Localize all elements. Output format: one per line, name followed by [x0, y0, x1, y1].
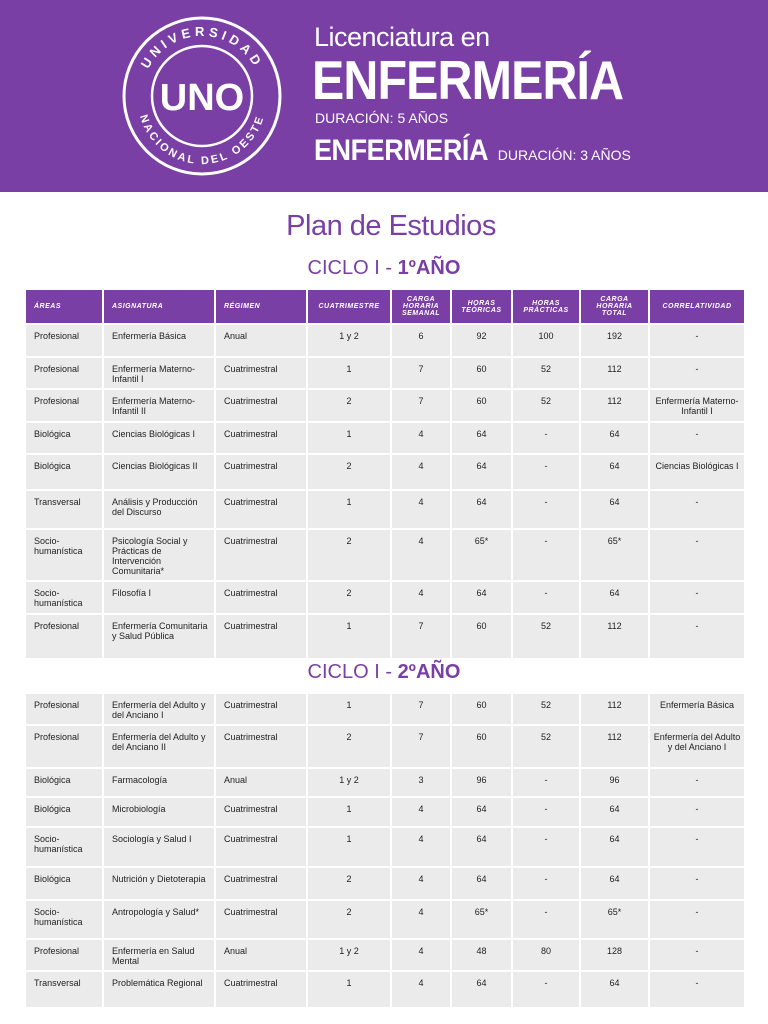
- cell-practice-hours: -: [513, 972, 579, 1007]
- column-header-area: ÁREAS: [26, 290, 102, 323]
- study-plan-table-year-2: [24, 692, 746, 1009]
- cell-weekly-hours: 4: [392, 582, 450, 613]
- column-header-practice-hours: HORAS PRÁCTICAS: [513, 290, 579, 323]
- cell-semester: 1: [308, 694, 390, 724]
- cell-regime: Cuatrimestral: [216, 828, 306, 866]
- cell-total-hours: 64: [581, 491, 648, 528]
- cell-total-hours: 64: [581, 972, 648, 1007]
- cell-theory-hours: 64: [452, 828, 511, 866]
- cell-total-hours: 65*: [581, 901, 648, 938]
- cell-area: Biológica: [26, 769, 102, 796]
- cell-subject: Análisis y Producción del Discurso: [104, 491, 214, 528]
- cell-theory-hours: 65*: [452, 901, 511, 938]
- cell-prerequisite: -: [650, 769, 744, 796]
- cell-regime: Cuatrimestral: [216, 455, 306, 489]
- cell-semester: 2: [308, 530, 390, 580]
- cell-practice-hours: -: [513, 455, 579, 489]
- cell-regime: Cuatrimestral: [216, 615, 306, 658]
- cell-weekly-hours: 4: [392, 423, 450, 453]
- cell-subject: Farmacología: [104, 769, 214, 796]
- cell-practice-hours: -: [513, 423, 579, 453]
- table-row: [26, 972, 744, 1007]
- cell-semester: 2: [308, 726, 390, 767]
- cell-practice-hours: 52: [513, 615, 579, 658]
- table-row: [26, 868, 744, 899]
- table-row: [26, 769, 744, 796]
- cell-area: Socio-humanística: [26, 582, 102, 613]
- cell-semester: 2: [308, 868, 390, 899]
- cell-subject: Nutrición y Dietoterapia: [104, 868, 214, 899]
- cell-theory-hours: 92: [452, 325, 511, 356]
- cell-prerequisite: Enfermería del Adulto y del Anciano I: [650, 726, 744, 767]
- cell-regime: Cuatrimestral: [216, 491, 306, 528]
- table-header-row: [26, 290, 744, 323]
- table-row: [26, 615, 744, 658]
- cell-theory-hours: 96: [452, 769, 511, 796]
- cell-weekly-hours: 4: [392, 491, 450, 528]
- cell-total-hours: 64: [581, 582, 648, 613]
- cell-regime: Cuatrimestral: [216, 972, 306, 1007]
- table-row: [26, 582, 744, 613]
- cell-regime: Cuatrimestral: [216, 358, 306, 388]
- cell-semester: 1 y 2: [308, 325, 390, 356]
- cell-subject: Enfermería del Adulto y del Anciano I: [104, 694, 214, 724]
- cell-area: Profesional: [26, 726, 102, 767]
- table-row: [26, 423, 744, 453]
- cell-prerequisite: -: [650, 901, 744, 938]
- cell-theory-hours: 64: [452, 491, 511, 528]
- cell-semester: 1: [308, 615, 390, 658]
- cell-semester: 1: [308, 491, 390, 528]
- program-title: ENFERMERÍA: [312, 49, 624, 111]
- cell-area: Profesional: [26, 615, 102, 658]
- cell-practice-hours: -: [513, 530, 579, 580]
- cell-subject: Antropología y Salud*: [104, 901, 214, 938]
- cell-weekly-hours: 4: [392, 798, 450, 826]
- cell-practice-hours: -: [513, 868, 579, 899]
- cell-area: Profesional: [26, 940, 102, 970]
- duration-3-years: DURACIÓN: 3 AÑOS: [497, 147, 631, 163]
- cell-total-hours: 64: [581, 423, 648, 453]
- cell-total-hours: 112: [581, 358, 648, 388]
- cell-semester: 1: [308, 423, 390, 453]
- cell-semester: 1: [308, 798, 390, 826]
- table-row: [26, 491, 744, 528]
- cell-area: Profesional: [26, 358, 102, 388]
- study-plan-table-year-1: [24, 288, 746, 660]
- cell-weekly-hours: 7: [392, 358, 450, 388]
- cell-practice-hours: -: [513, 798, 579, 826]
- cell-practice-hours: 80: [513, 940, 579, 970]
- cell-prerequisite: -: [650, 423, 744, 453]
- cell-practice-hours: 52: [513, 390, 579, 421]
- cell-theory-hours: 60: [452, 390, 511, 421]
- cell-practice-hours: 52: [513, 726, 579, 767]
- header-subtitle: Licenciatura en: [314, 22, 490, 52]
- cell-regime: Cuatrimestral: [216, 901, 306, 938]
- cell-semester: 1: [308, 828, 390, 866]
- cell-theory-hours: 64: [452, 582, 511, 613]
- cell-regime: Cuatrimestral: [216, 694, 306, 724]
- cell-theory-hours: 60: [452, 726, 511, 767]
- cell-total-hours: 64: [581, 828, 648, 866]
- cell-practice-hours: -: [513, 901, 579, 938]
- column-header-semester: CUATRIMESTRE: [308, 290, 390, 323]
- cell-weekly-hours: 7: [392, 390, 450, 421]
- cell-prerequisite: -: [650, 582, 744, 613]
- cell-weekly-hours: 4: [392, 868, 450, 899]
- page-title: Plan de Estudios: [286, 210, 496, 242]
- cell-weekly-hours: 6: [392, 325, 450, 356]
- table-row: [26, 726, 744, 767]
- cycle-heading-year-1: CICLO I - 1ºAÑO: [307, 257, 461, 279]
- cell-weekly-hours: 4: [392, 828, 450, 866]
- cell-subject: Enfermería del Adulto y del Anciano II: [104, 726, 214, 767]
- cell-prerequisite: Enfermería Materno-Infantil I: [650, 390, 744, 421]
- cell-theory-hours: 64: [452, 798, 511, 826]
- cell-regime: Cuatrimestral: [216, 798, 306, 826]
- cell-prerequisite: -: [650, 798, 744, 826]
- cell-area: Socio-humanística: [26, 901, 102, 938]
- logo-ring-bottom: NACIONAL DEL OESTE: [137, 113, 267, 168]
- cell-practice-hours: -: [513, 828, 579, 866]
- cell-prerequisite: -: [650, 325, 744, 356]
- column-header-prerequisite: CORRELATIVIDAD: [650, 290, 744, 323]
- column-header-theory-hours: HORAS TEÓRICAS: [452, 290, 511, 323]
- cell-prerequisite: Enfermería Básica: [650, 694, 744, 724]
- cell-total-hours: 192: [581, 325, 648, 356]
- cell-prerequisite: -: [650, 358, 744, 388]
- cell-area: Biológica: [26, 868, 102, 899]
- cell-practice-hours: -: [513, 582, 579, 613]
- duration-5-years: DURACIÓN: 5 AÑOS: [315, 110, 449, 126]
- cell-weekly-hours: 4: [392, 972, 450, 1007]
- cell-total-hours: 64: [581, 455, 648, 489]
- cell-theory-hours: 64: [452, 868, 511, 899]
- cell-regime: Anual: [216, 325, 306, 356]
- cell-weekly-hours: 4: [392, 901, 450, 938]
- cell-weekly-hours: 7: [392, 726, 450, 767]
- cell-prerequisite: -: [650, 828, 744, 866]
- cell-subject: Sociología y Salud I: [104, 828, 214, 866]
- cell-area: Profesional: [26, 325, 102, 356]
- cell-subject: Enfermería Comunitaria y Salud Pública: [104, 615, 214, 658]
- cell-regime: Cuatrimestral: [216, 423, 306, 453]
- cell-prerequisite: -: [650, 972, 744, 1007]
- cell-total-hours: 64: [581, 868, 648, 899]
- table-row: [26, 798, 744, 826]
- cell-prerequisite: -: [650, 940, 744, 970]
- cell-weekly-hours: 4: [392, 940, 450, 970]
- cell-regime: Anual: [216, 769, 306, 796]
- cell-theory-hours: 65*: [452, 530, 511, 580]
- cell-subject: Enfermería Básica: [104, 325, 214, 356]
- column-header-regime: RÉGIMEN: [216, 290, 306, 323]
- cell-practice-hours: 52: [513, 694, 579, 724]
- cell-semester: 1 y 2: [308, 940, 390, 970]
- cell-subject: Ciencias Biológicas II: [104, 455, 214, 489]
- cell-total-hours: 112: [581, 390, 648, 421]
- cell-theory-hours: 64: [452, 455, 511, 489]
- cell-regime: Anual: [216, 940, 306, 970]
- table-row: [26, 325, 744, 356]
- cell-subject: Enfermería Materno-Infantil II: [104, 390, 214, 421]
- cell-area: Transversal: [26, 972, 102, 1007]
- cell-semester: 1: [308, 972, 390, 1007]
- cell-weekly-hours: 4: [392, 530, 450, 580]
- cell-semester: 2: [308, 901, 390, 938]
- table-row: [26, 455, 744, 489]
- cell-subject: Psicología Social y Prácticas de Intervención Comunitaria*: [104, 530, 214, 580]
- cell-subject: Filosofía I: [104, 582, 214, 613]
- logo-text: UNO: [159, 77, 245, 119]
- secondary-program: [314, 134, 631, 168]
- column-header-weekly-hours: CARGA HORARIA SEMANAL: [392, 290, 450, 323]
- cell-prerequisite: Ciencias Biológicas I: [650, 455, 744, 489]
- cell-practice-hours: 100: [513, 325, 579, 356]
- table-row: [26, 530, 744, 580]
- cell-subject: Problemática Regional: [104, 972, 214, 1007]
- column-header-total-hours: CARGA HORARIA TOTAL: [581, 290, 648, 323]
- cell-practice-hours: 52: [513, 358, 579, 388]
- cell-total-hours: 96: [581, 769, 648, 796]
- cell-semester: 2: [308, 582, 390, 613]
- cell-total-hours: 64: [581, 798, 648, 826]
- cell-prerequisite: -: [650, 530, 744, 580]
- cell-area: Biológica: [26, 455, 102, 489]
- cell-theory-hours: 48: [452, 940, 511, 970]
- cell-weekly-hours: 7: [392, 694, 450, 724]
- cell-prerequisite: -: [650, 491, 744, 528]
- cell-area: Socio-humanística: [26, 530, 102, 580]
- cell-theory-hours: 60: [452, 358, 511, 388]
- cell-weekly-hours: 4: [392, 455, 450, 489]
- cell-area: Profesional: [26, 390, 102, 421]
- cell-semester: 1: [308, 358, 390, 388]
- cell-prerequisite: -: [650, 868, 744, 899]
- table-row: [26, 828, 744, 866]
- page-header: [0, 0, 768, 192]
- cell-semester: 2: [308, 390, 390, 421]
- cell-theory-hours: 64: [452, 423, 511, 453]
- cell-subject: Ciencias Biológicas I: [104, 423, 214, 453]
- cell-semester: 2: [308, 455, 390, 489]
- cell-area: Profesional: [26, 694, 102, 724]
- cell-regime: Cuatrimestral: [216, 390, 306, 421]
- cell-weekly-hours: 3: [392, 769, 450, 796]
- program-title-small: ENFERMERÍA: [314, 134, 489, 167]
- cell-regime: Cuatrimestral: [216, 582, 306, 613]
- cell-semester: 1 y 2: [308, 769, 390, 796]
- cell-area: Transversal: [26, 491, 102, 528]
- uno-logo-icon: [121, 16, 283, 176]
- logo-ring-top: UNIVERSIDAD: [137, 23, 267, 72]
- cell-total-hours: 112: [581, 726, 648, 767]
- column-header-subject: ASIGNATURA: [104, 290, 214, 323]
- cell-regime: Cuatrimestral: [216, 530, 306, 580]
- cell-theory-hours: 60: [452, 615, 511, 658]
- cell-practice-hours: -: [513, 769, 579, 796]
- cell-total-hours: 112: [581, 694, 648, 724]
- cell-subject: Microbiología: [104, 798, 214, 826]
- cell-area: Biológica: [26, 798, 102, 826]
- cell-practice-hours: -: [513, 491, 579, 528]
- table-row: [26, 901, 744, 938]
- cell-regime: Cuatrimestral: [216, 726, 306, 767]
- cell-total-hours: 128: [581, 940, 648, 970]
- cell-total-hours: 112: [581, 615, 648, 658]
- cell-total-hours: 65*: [581, 530, 648, 580]
- table-row: [26, 358, 744, 388]
- cell-theory-hours: 60: [452, 694, 511, 724]
- table-row: [26, 694, 744, 724]
- cell-subject: Enfermería en Salud Mental: [104, 940, 214, 970]
- cell-regime: Cuatrimestral: [216, 868, 306, 899]
- cell-area: Socio-humanística: [26, 828, 102, 866]
- cell-subject: Enfermería Materno-Infantil I: [104, 358, 214, 388]
- table-row: [26, 940, 744, 970]
- cell-area: Biológica: [26, 423, 102, 453]
- cycle-heading-year-2: CICLO I - 2ºAÑO: [307, 661, 461, 683]
- cell-prerequisite: -: [650, 615, 744, 658]
- table-row: [26, 390, 744, 421]
- cell-weekly-hours: 7: [392, 615, 450, 658]
- cell-theory-hours: 64: [452, 972, 511, 1007]
